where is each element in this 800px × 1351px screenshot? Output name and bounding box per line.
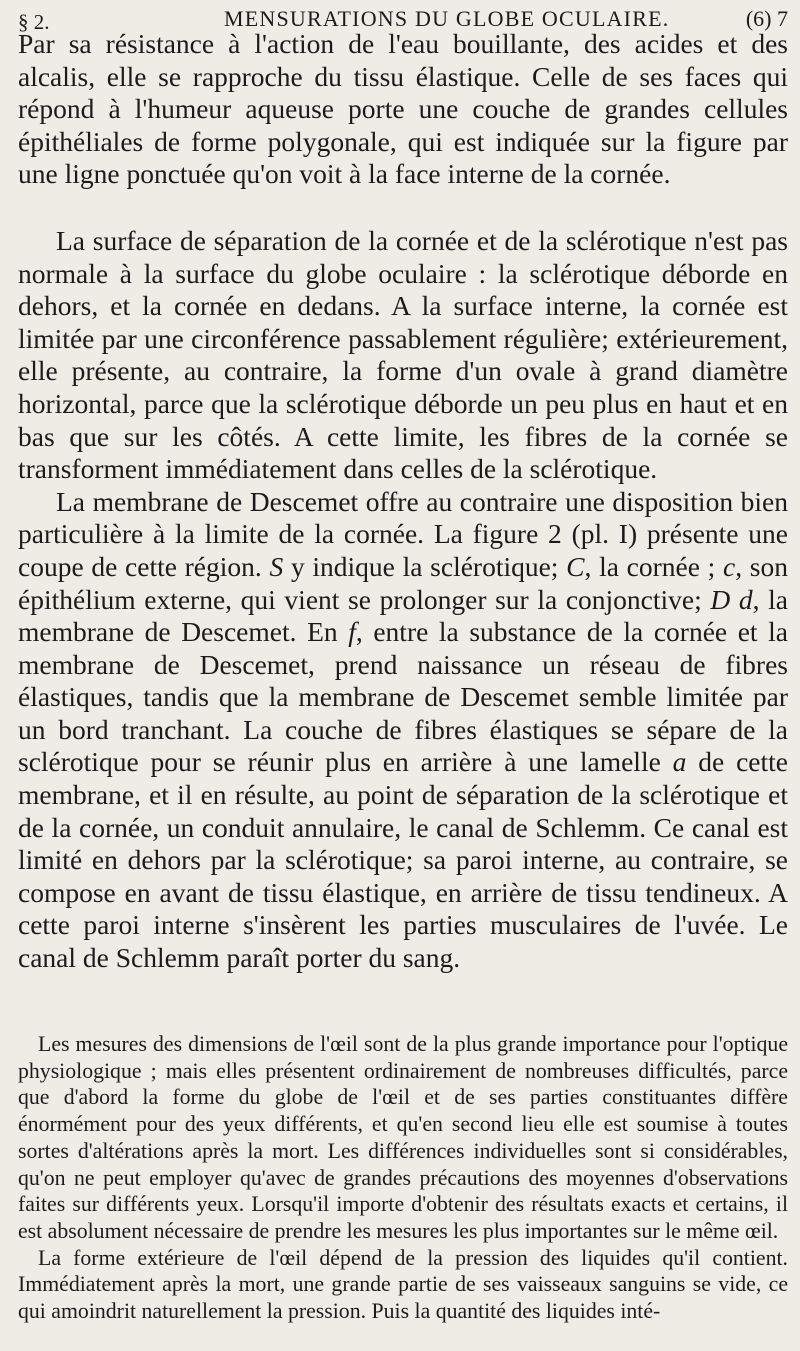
- paragraph-descemet-membrane: La membrane de Descemet offre au contraire une disposition bien particulière à la limite de la cornée. La figure 2 (pl. I) présente une coupe de cette région. S y indique la sclérotique; C, la cornée ; c, son épithélium externe, qui vient se prolonger sur la conjonctive; D d, la membrane de Descemet. En f, entre la substance de la cornée et la membrane de Descemet, prend naissance un réseau de fibres élastiques, tandis que la membrane de Descemet semble limitée par un bord tranchant. La couche de fibres élastiques se sépare de la sclérotique pour se réunir plus en arrière à une lamelle a de cette membrane, et il en résulte, au point de séparation de la sclérotique et de la cornée, un conduit annulaire, le canal de Schlemm. Ce canal est limité en dehors par la sclérotique; sa paroi interne, au contraire, se compose en avant de tissu élastique, en arrière de tissu tendineux. A cette paroi interne s'insèrent les parties musculaires de l'uvée. Le canal de Schlemm paraît porter du sang.: [18, 485, 788, 974]
- paragraph-separation-surface: La surface de séparation de la cornée et de la sclérotique n'est pas normale à la surface du globe oculaire : la sclérotique déborde en dehors, et la cornée en dedans. A la surface interne, la cornée est limitée par une circonférence passablement régulière; extérieurement, elle présente, au contraire, la forme d'un ovale à grand diamètre horizontal, parce que la sclérotique déborde un peu plus en haut et en bas que sur les côtés. A cette limite, les fibres de la cornée se transforment immédiatement dans celles de la sclérotique.: [18, 224, 788, 485]
- running-title: MENSURATIONS DU GLOBE OCULAIRE.: [224, 6, 670, 31]
- page-number: (6) 7: [745, 6, 788, 31]
- paragraph-external-form: La forme extérieure de l'œil dépend de la pression des liquides qu'il contient. Immédiatement après la mort, une grande partie de ses vaisseaux sanguins se vide, ce qui amoindrit naturellement la pression. Puis la quantité des liquides inté-: [18, 1245, 788, 1324]
- main-text: [18, 28, 788, 975]
- section-number: § 2.: [18, 10, 50, 34]
- paragraph-resistance: Par sa résistance à l'action de l'eau bouillante, des acides et des alcalis, elle se rapproche du tissu élastique. Celle de ses faces qui répond à l'humeur aqueuse porte une couche de grandes cellules épithéliales de forme polygonale, qui est indiquée sur la figure par une ligne ponctuée qu'on voit à la face interne de la cornée.: [18, 28, 788, 190]
- paragraph-measurements: Les mesures des dimensions de l'œil sont de la plus grande importance pour l'optique physiologique ; mais elles présentent ordinairement de nombreuses difficultés, parce que d'abord la forme du globe de l'œil et de ses parties constituantes diffère énormément pour des yeux différents, et qu'en second lieu elle est soumise à toutes sortes d'altérations après la mort. Les différences individuelles sont si considérables, qu'on ne peut employer qu'avec de grandes précautions des moyennes d'observations faites sur différents yeux. Lorsqu'il importe d'obtenir des résultats exacts et certains, il est absolument nécessaire de prendre les mesures les plus importantes sur le même œil.: [18, 1032, 788, 1243]
- secondary-text: [18, 1031, 788, 1325]
